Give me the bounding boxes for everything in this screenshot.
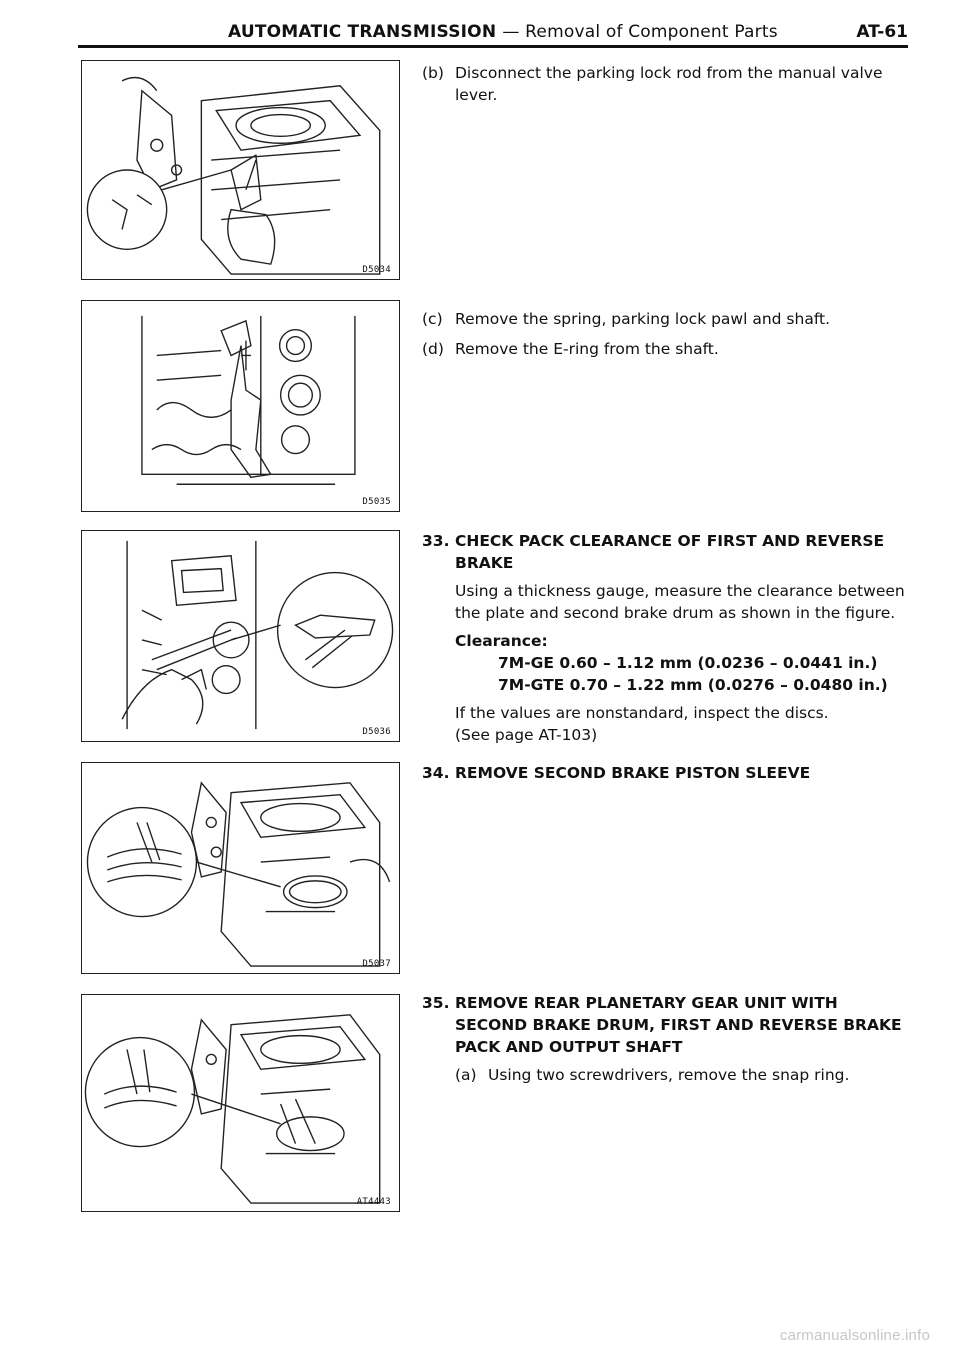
figure-code: D5037 xyxy=(362,959,391,969)
page-number: AT-61 xyxy=(856,22,908,42)
figure-code: AT4443 xyxy=(356,1197,391,1207)
step-c xyxy=(422,308,912,330)
section-title: AUTOMATIC TRANSMISSION — Removal of Component Parts xyxy=(228,22,778,42)
step-b xyxy=(422,62,912,106)
illustration-parking-lock-rod xyxy=(82,61,399,279)
illustration-piston-sleeve xyxy=(82,763,399,973)
step-33 xyxy=(422,530,912,746)
figure-code: D5036 xyxy=(362,727,391,737)
step-label: (a) xyxy=(455,1066,477,1084)
step-text: Using two screwdrivers, remove the snap ring. xyxy=(488,1066,850,1084)
step-body: Using a thickness gauge, measure the clearance between the plate and second brake drum as shown in the figure. xyxy=(455,582,905,622)
figure-code: D5035 xyxy=(362,497,391,507)
step-label: (d) xyxy=(422,340,444,358)
step-number: 35. xyxy=(422,994,450,1012)
step-35 xyxy=(422,992,912,1086)
figure-parking-lock-pawl xyxy=(81,300,400,512)
step-note: If the values are nonstandard, inspect the discs. xyxy=(455,704,829,722)
step-label: (b) xyxy=(422,64,444,82)
illustration-snap-ring xyxy=(82,995,399,1211)
step-heading: CHECK PACK CLEARANCE OF FIRST AND REVERSE BRAKE xyxy=(455,532,885,572)
figure-code: D5034 xyxy=(362,265,391,275)
step-text: Remove the spring, parking lock pawl and shaft. xyxy=(455,310,831,328)
step-number: 33. xyxy=(422,532,450,550)
step-text: Remove the E-ring from the shaft. xyxy=(455,340,719,358)
illustration-parking-lock-pawl xyxy=(82,301,399,511)
section-subtitle: — Removal of Component Parts xyxy=(502,22,778,42)
figure-snap-ring xyxy=(81,994,400,1212)
spec-7m-gte: 7M-GTE 0.70 – 1.22 mm (0.0276 – 0.0480 in.) xyxy=(498,676,888,694)
step-35-a xyxy=(455,1064,912,1086)
step-heading: REMOVE REAR PLANETARY GEAR UNIT WITH SECOND BRAKE DRUM, FIRST AND REVERSE BRAKE PACK AND OUTPUT SHAFT xyxy=(455,994,902,1056)
figure-thickness-gauge xyxy=(81,530,400,742)
step-d xyxy=(422,338,912,360)
spec-7m-ge: 7M-GE 0.60 – 1.12 mm (0.0236 – 0.0441 in.) xyxy=(498,654,878,672)
step-heading: REMOVE SECOND BRAKE PISTON SLEEVE xyxy=(455,764,811,782)
step-note-reference: (See page AT-103) xyxy=(455,726,598,744)
page-header xyxy=(78,22,908,46)
step-label: (c) xyxy=(422,310,443,328)
step-text: Disconnect the parking lock rod from the manual valve lever. xyxy=(455,64,883,104)
step-34 xyxy=(422,762,912,784)
spec-label: Clearance: xyxy=(455,632,548,650)
illustration-thickness-gauge xyxy=(82,531,399,741)
figure-piston-sleeve xyxy=(81,762,400,974)
watermark: carmanualsonline.info xyxy=(779,1327,930,1344)
header-rule xyxy=(78,45,908,48)
figure-parking-lock-rod xyxy=(81,60,400,280)
step-number: 34. xyxy=(422,764,450,782)
